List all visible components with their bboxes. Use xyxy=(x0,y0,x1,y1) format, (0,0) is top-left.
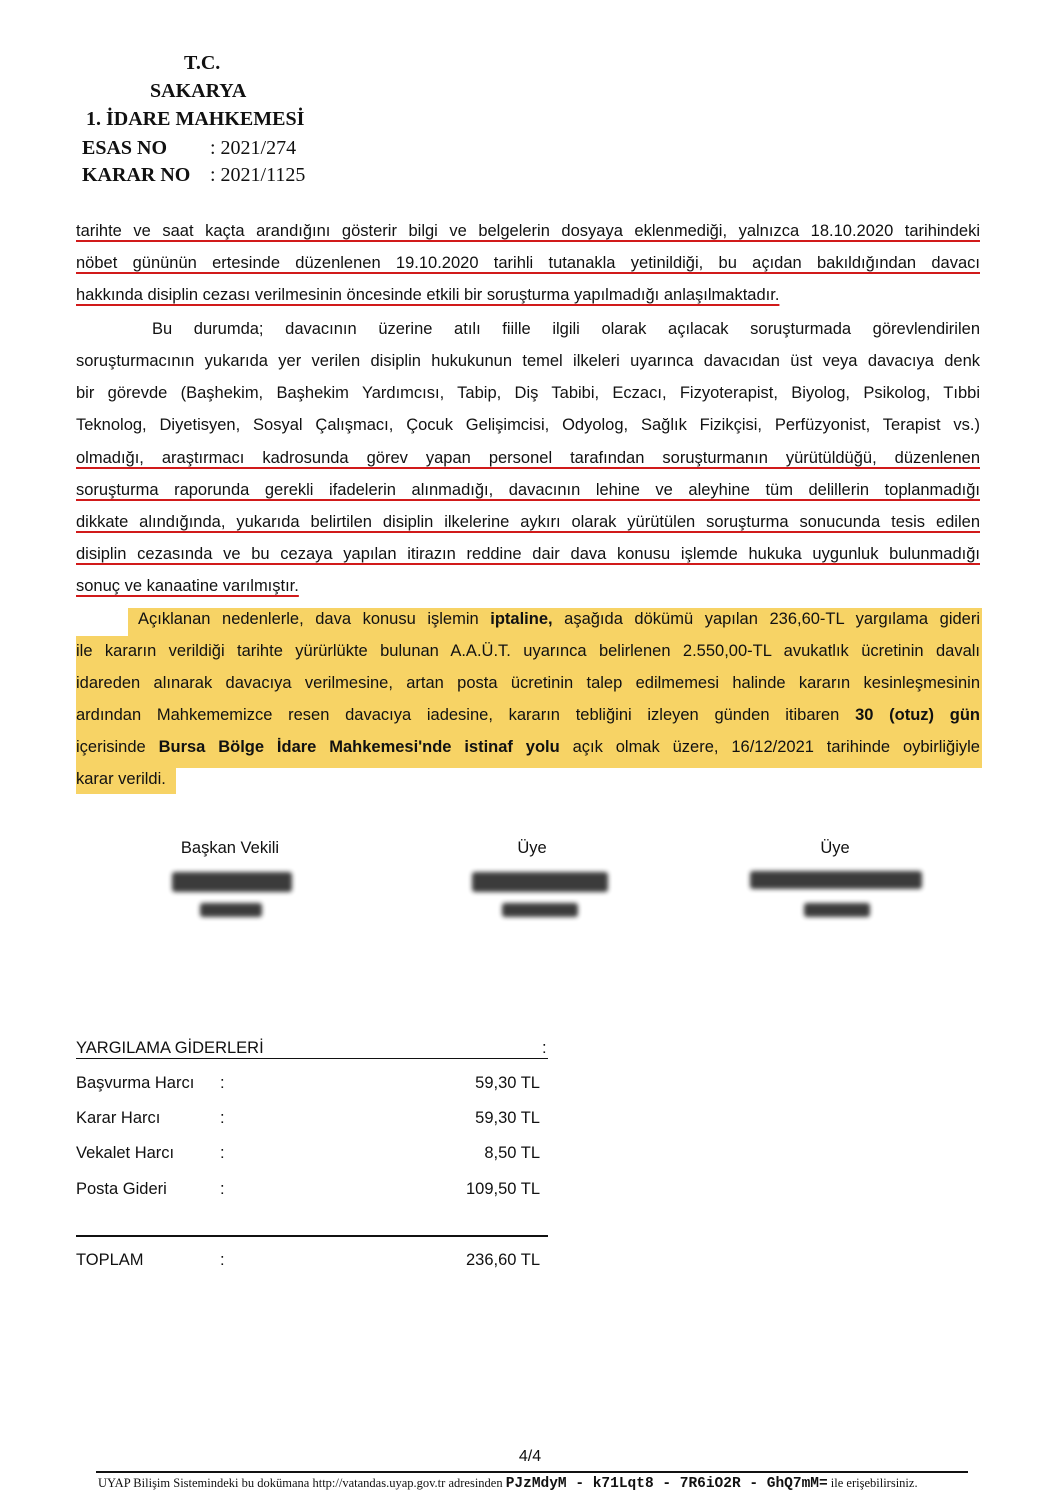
paragraph-1-line-1 xyxy=(76,219,980,243)
expenses-title: YARGILAMA GİDERLERİ xyxy=(76,1039,264,1057)
verdict-line-3 xyxy=(76,671,980,695)
expense-label: Posta Gideri xyxy=(76,1180,167,1198)
signature-title-chair: Başkan Vekili xyxy=(180,839,280,857)
verdict-text-5b: Bursa Bölge İdare Mahkemesi'nde istinaf yolu xyxy=(158,738,560,756)
esas-label: ESAS NO xyxy=(82,137,168,159)
total-colon: : xyxy=(220,1251,225,1269)
total-amount: 236,60 TL xyxy=(465,1251,540,1269)
expenses-total-rule xyxy=(76,1235,548,1237)
p1-text-1: tarihte ve saat kaçta arandığını gösterir bilgi ve belgelerin dosyaya eklenmediği, yalnızca 18.10.2020 tarihindeki xyxy=(76,222,980,240)
p2-text-3: bir görevde (Başhekim, Başhekim Yardımcısı, Tabip, Diş Tabibi, Eczacı, Fizyoterapist, Biyolog, Psikolog, Tıbbi xyxy=(76,384,980,402)
paragraph-2-line-2 xyxy=(76,349,980,373)
verdict-text-5a: içerisinde xyxy=(76,738,159,756)
esas-value: : 2021/274 xyxy=(210,137,297,159)
expense-label: Karar Harcı xyxy=(76,1109,161,1127)
expense-colon: : xyxy=(220,1074,225,1092)
p1-text-2: nöbet gününün ertesinde düzenlenen 19.10.2020 tarihli tutanakla yetinildiği, bu açıdan bakıldığından davacı xyxy=(76,254,980,272)
redacted-name-chair xyxy=(172,872,292,892)
footer-rule xyxy=(96,1471,968,1473)
paragraph-1-line-2 xyxy=(76,251,980,275)
paragraph-2-line-1 xyxy=(152,317,980,341)
page-number: 4/4 xyxy=(518,1448,542,1465)
footer-text-after: ile erişebilirsiniz. xyxy=(827,1476,918,1490)
verdict-line-2 xyxy=(76,639,980,663)
expense-colon: : xyxy=(220,1180,225,1198)
p1-text-3: hakkında disiplin cezası verilmesinin öncesinde etkili bir soruşturma yapılmadığı anlaşılmaktadır. xyxy=(76,286,780,304)
paragraph-2-line-8 xyxy=(76,542,980,566)
p2-ul-text-4: disiplin cezasında ve bu cezaya yapılan itirazın reddine dair dava konusu işlemde hukuka uygunluk bulunmadığı xyxy=(76,545,980,563)
p2-ul-text-5: sonuç ve kanaatine varılmıştır. xyxy=(76,577,299,595)
redacted-name-member-2 xyxy=(750,871,922,889)
verdict-text-4a: ardından Mahkememizce resen davacıya iadesine, kararın tebliğini izleyen günden itibaren xyxy=(76,706,856,724)
total-label: TOPLAM xyxy=(76,1251,144,1269)
paragraph-2-line-6 xyxy=(76,478,980,502)
redacted-name-member-1 xyxy=(472,872,608,892)
paragraph-1-line-3 xyxy=(76,283,779,307)
expenses-title-row xyxy=(76,1036,548,1060)
paragraph-2-line-7 xyxy=(76,510,980,534)
verdict-text-3: idareden alınarak davacıya verilmesine, artan posta ücretinin talep edilmemesi halinde kararın kesinleşmesinin xyxy=(76,674,980,692)
uyap-footer xyxy=(98,1476,918,1492)
verdict-text-5c: açık olmak üzere, 16/12/2021 tarihinde oybirliğiyle xyxy=(559,738,980,756)
expense-label: Başvurma Harcı xyxy=(76,1074,195,1092)
p2-ul-text-3: dikkate alındığında, yukarıda belirtilen disiplin ilkelerine aykırı olarak yürütülen soruşturma sonucunda tesis edilen xyxy=(76,513,980,531)
signature-title-member-1: Üye xyxy=(517,839,547,857)
header-city: SAKARYA xyxy=(150,80,247,102)
paragraph-2-line-3 xyxy=(76,381,980,405)
karar-value: : 2021/1125 xyxy=(210,164,306,186)
paragraph-2-line-4 xyxy=(76,413,980,437)
document-verification-code: PJzMdyM - k71Lqt8 - 7R6iO2R - GhQ7mM= xyxy=(505,1476,828,1492)
p2-ul-text-2: soruşturma raporunda gerekli ifadelerin alınmadığı, davacının lehine ve aleyhine tüm delillerin toplanmadığı xyxy=(76,481,980,499)
expense-amount: 8,50 TL xyxy=(484,1144,540,1162)
verdict-text-4b: 30 (otuz) gün xyxy=(855,706,980,724)
expenses-title-rule xyxy=(76,1058,548,1059)
p2-text-1: Bu durumda; davacının üzerine atılı fiille ilgili olarak açılacak soruşturmada görevlendirilen xyxy=(152,320,980,338)
signature-title-member-2: Üye xyxy=(820,839,850,857)
header-tc: T.C. xyxy=(184,52,221,74)
verdict-text-1c: aşağıda dökümü yapılan 236,60-TL yargılama gideri xyxy=(552,610,980,628)
verdict-line-6 xyxy=(76,767,166,791)
paragraph-2-line-9 xyxy=(76,574,299,598)
expense-colon: : xyxy=(220,1109,225,1127)
expense-amount: 59,30 TL xyxy=(475,1074,540,1092)
verdict-text-6: karar verildi. xyxy=(76,770,166,788)
expense-colon: : xyxy=(220,1144,225,1162)
p2-text-2: soruşturmacının yukarıda yer verilen disiplin hukukunun temel ilkeleri uyarınca davacıdan üst veya davacıya denk xyxy=(76,352,980,370)
header-court: 1. İDARE MAHKEMESİ xyxy=(86,108,305,130)
footer-text-before: UYAP Bilişim Sistemindeki bu dokümana http://vatandas.uyap.gov.tr adresinden xyxy=(98,1476,506,1490)
p2-text-4: Teknolog, Diyetisyen, Sosyal Çalışmacı, Çocuk Gelişimcisi, Odyolog, Sağlık Fizikçisi, Perfüzyonist, Terapist vs.) xyxy=(76,416,980,434)
verdict-text-1b: iptaline, xyxy=(490,610,553,628)
redacted-id-member-2 xyxy=(804,903,870,917)
expense-amount: 59,30 TL xyxy=(475,1109,540,1127)
verdict-text-1a: Açıklanan nedenlerle, dava konusu işlemin xyxy=(138,610,491,628)
verdict-line-5 xyxy=(76,735,980,759)
verdict-line-1 xyxy=(138,607,980,631)
redacted-id-chair xyxy=(200,903,262,917)
p2-ul-text-1: olmadığı, araştırmacı kadrosunda görev yapan personel tarafından soruşturmanın yürütüldüğü, düzenlenen xyxy=(76,449,980,467)
expense-label: Vekalet Harcı xyxy=(76,1144,175,1162)
expense-amount: 109,50 TL xyxy=(465,1180,540,1198)
karar-label: KARAR NO xyxy=(82,164,191,186)
verdict-text-2: ile kararın verildiği tarihte yürürlükte bulunan A.A.Ü.T. uyarınca belirlenen 2.550,00-TL avukatlık ücretinin davalı xyxy=(76,642,980,660)
paragraph-2-line-5 xyxy=(76,446,980,470)
verdict-line-4 xyxy=(76,703,980,727)
expenses-title-colon: : xyxy=(542,1039,547,1057)
redacted-id-member-1 xyxy=(502,903,578,917)
